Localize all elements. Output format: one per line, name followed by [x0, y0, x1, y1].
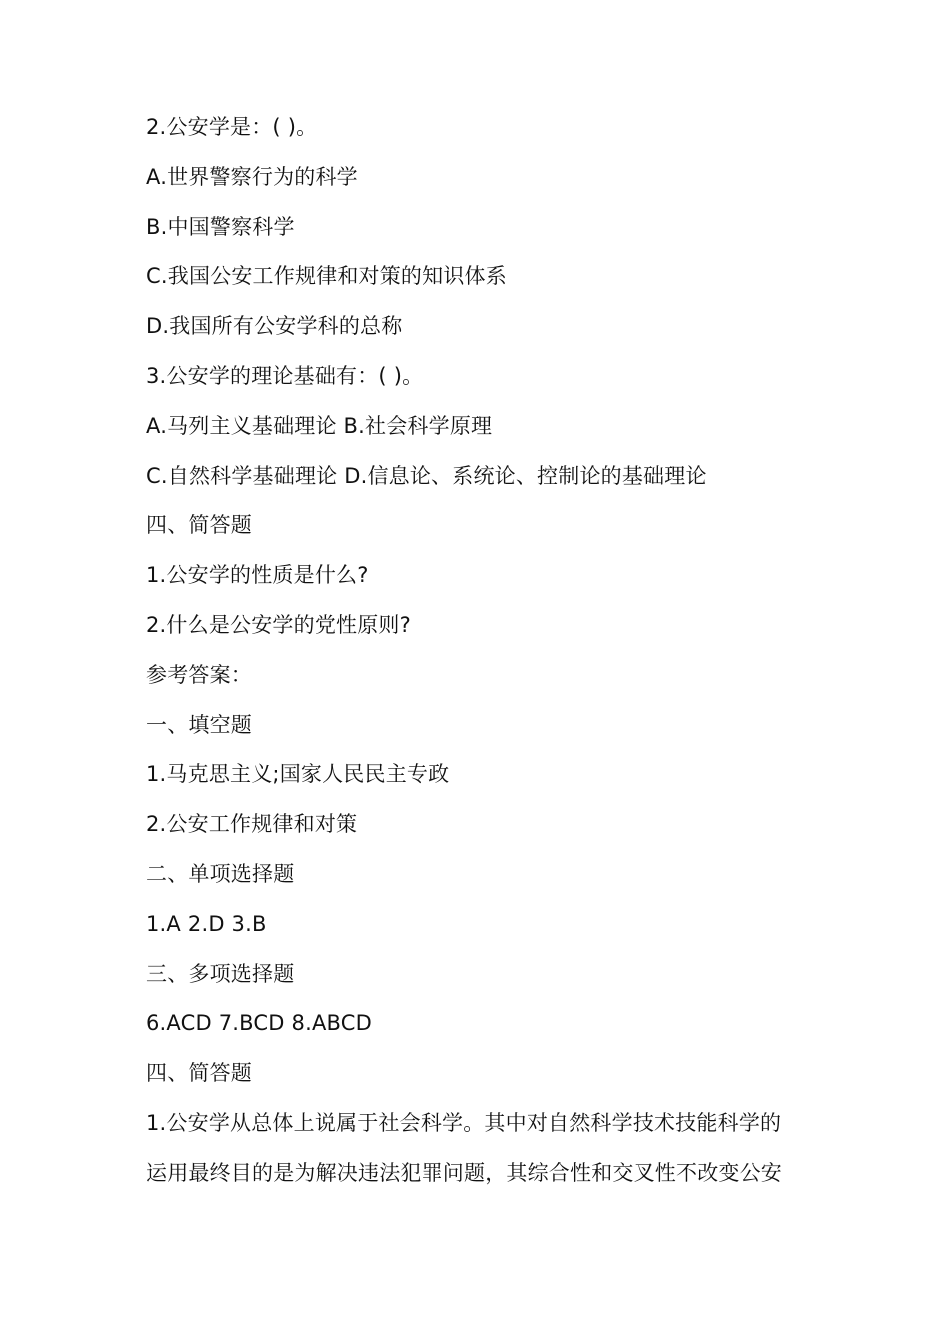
question-2-option-b: B.中国警察科学 — [146, 214, 295, 239]
answer-fill-blank-1: 1.马克思主义;国家人民民主专政 — [146, 762, 450, 787]
question-2-option-c: C.我国公安工作规律和对策的知识体系 — [146, 264, 507, 289]
document-body — [146, 103, 836, 1199]
answers-section-multiple-choice: 三、多项选择题 — [146, 961, 295, 986]
section-heading-short-answer: 四、简答题 — [146, 513, 252, 538]
answers-section-short-answer: 四、简答题 — [146, 1061, 252, 1086]
answers-heading: 参考答案： — [146, 662, 252, 687]
answer-multiple-choice: 6.ACD 7.BCD 8.ABCD — [146, 1011, 372, 1036]
question-2-option-a: A.世界警察行为的科学 — [146, 164, 358, 189]
answer-short-answer-1-line-2: 运用最终目的是为解决违法犯罪问题，其综合性和交叉性不改变公安 — [146, 1160, 782, 1185]
answer-single-choice: 1.A 2.D 3.B — [146, 911, 267, 936]
question-3-stem: 3.公安学的理论基础有：( )。 — [146, 363, 424, 388]
question-3-options-cd: C.自然科学基础理论 D.信息论、系统论、控制论的基础理论 — [146, 463, 707, 488]
question-3-options-ab: A.马列主义基础理论 B.社会科学原理 — [146, 413, 493, 438]
question-2-option-d: D.我国所有公安学科的总称 — [146, 314, 403, 339]
answer-fill-blank-2: 2.公安工作规律和对策 — [146, 812, 358, 837]
answers-section-single-choice: 二、单项选择题 — [146, 861, 295, 886]
answer-short-answer-1-line-1: 1.公安学从总体上说属于社会科学。其中对自然科学技术技能科学的 — [146, 1110, 782, 1135]
short-answer-question-1: 1.公安学的性质是什么? — [146, 563, 369, 588]
answers-section-fill-blank: 一、填空题 — [146, 712, 252, 737]
short-answer-question-2: 2.什么是公安学的党性原则? — [146, 612, 411, 637]
question-2-stem: 2.公安学是：( )。 — [146, 115, 318, 139]
